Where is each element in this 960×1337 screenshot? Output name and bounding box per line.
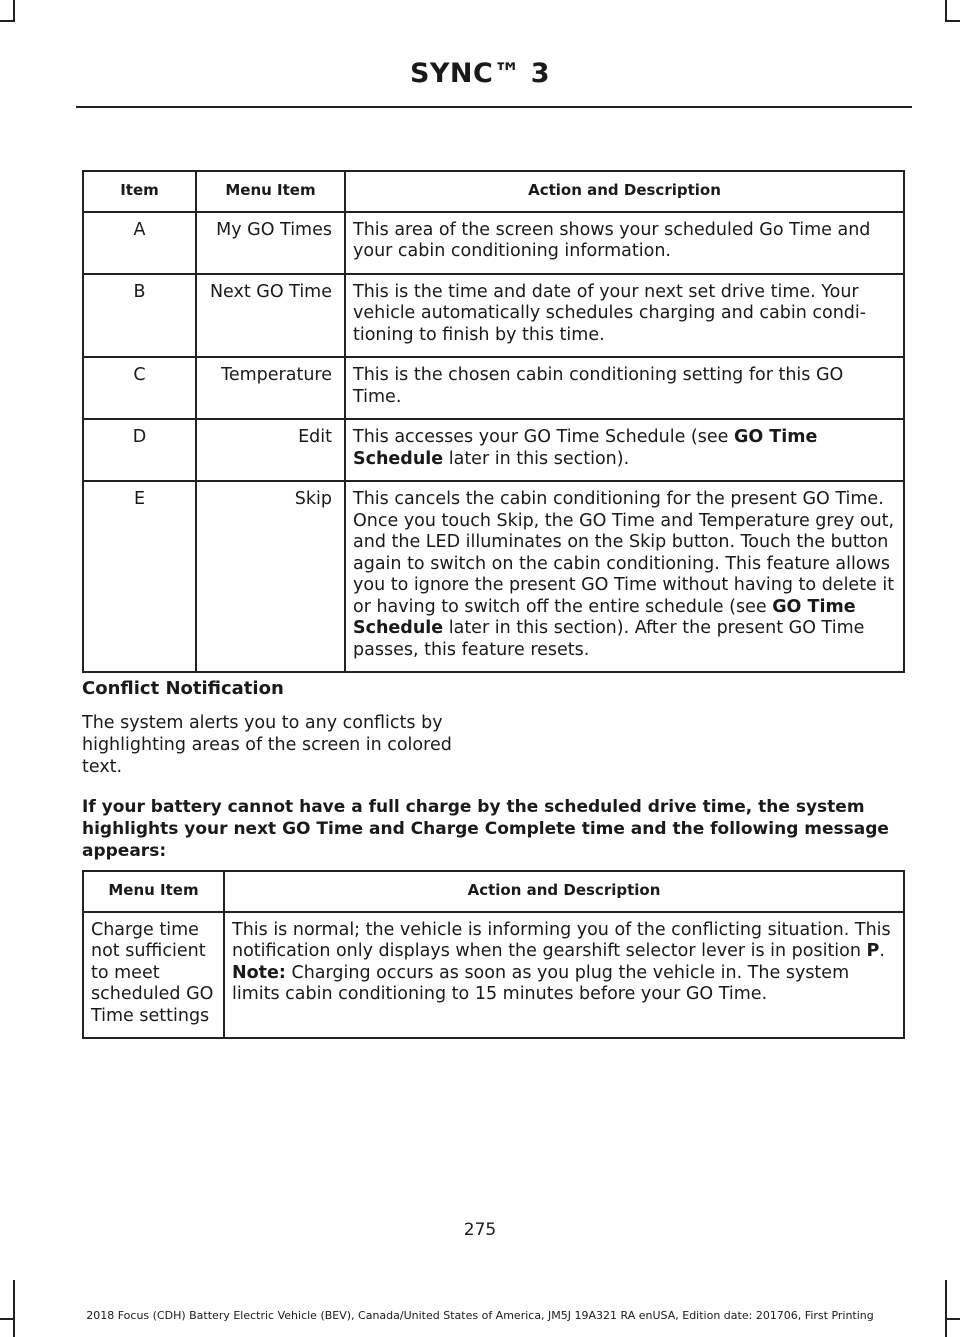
- crop-mark: [945, 0, 947, 20]
- description-cell: This area of the screen shows your scheduled Go Time and your cabin conditioning information.: [345, 212, 904, 274]
- bold-paragraph: If your battery cannot have a full charge by the scheduled drive time, the system highlights your next GO Time and Charge Complete time and the following message appears:: [82, 797, 889, 861]
- item-cell: D: [83, 419, 196, 481]
- table-row: [83, 912, 904, 1039]
- cross-reference: GO Time Schedule: [353, 427, 818, 469]
- table-row: [83, 274, 904, 358]
- description-text: This accesses your GO Time Schedule (see: [353, 427, 734, 447]
- description-text: later in this section).: [443, 448, 630, 469]
- description-cell: This is the time and date of your next set drive time. Your vehicle automatically schedules charging and cabin condi-tioning to finish by this time.: [345, 274, 904, 358]
- column-header: Action and Description: [224, 871, 904, 912]
- description-text: later in this section). After the present GO Time passes, this feature resets.: [353, 618, 865, 660]
- crop-mark: [0, 20, 15, 22]
- table-row: [83, 481, 904, 672]
- column-header: Menu Item: [83, 871, 224, 912]
- note-text: Charging occurs as soon as you plug the vehicle in. The system limits cabin conditioning to 15 minutes before your GO Time.: [232, 962, 850, 1004]
- go-time-table: [82, 170, 905, 673]
- crop-mark: [945, 20, 960, 22]
- description-text: .: [879, 941, 885, 961]
- menu-item-cell: Charge time not sufficient to meet scheduled GO Time settings: [83, 912, 224, 1039]
- table-row: [83, 212, 904, 274]
- menu-item-cell: Next GO Time: [196, 274, 345, 358]
- page-title: SYNC™ 3: [409, 58, 551, 89]
- section-heading: Conflict Notification: [82, 678, 284, 699]
- footer-text: 2018 Focus (CDH) Battery Electric Vehicle (BEV), Canada/United States of America, JM5J 19A321 RA enUSA, Edition date: 201706, First Printing: [86, 1309, 874, 1322]
- cross-reference: GO Time Schedule: [353, 596, 856, 638]
- column-header: Action and Description: [345, 171, 904, 212]
- header-divider: [76, 106, 912, 108]
- page-number: 275: [463, 1220, 497, 1240]
- menu-item-cell: My GO Times: [196, 212, 345, 274]
- description-text: This is normal; the vehicle is informing you of the conflicting situation. This notification only displays when the gearshift selector lever is in position: [232, 919, 891, 961]
- item-cell: C: [83, 357, 196, 419]
- note-label: Note:: [232, 962, 286, 983]
- table-row: [83, 419, 904, 481]
- item-cell: A: [83, 212, 196, 274]
- menu-item-cell: Edit: [196, 419, 345, 481]
- table-row: [83, 357, 904, 419]
- menu-item-cell: Skip: [196, 481, 345, 672]
- message-table: [82, 870, 905, 1039]
- description-text: This cancels the cabin conditioning for the present GO Time. Once you touch Skip, the GO Time and Temperature grey out, and the LED illuminates on the Skip button. Touch the button again to switch on the cabin conditioning. This feature allows you to ignore the present GO Time without having to delete it or having to switch off the entire schedule (see: [353, 489, 895, 617]
- description-cell: [345, 419, 904, 481]
- description-cell: This is the chosen cabin conditioning setting for this GO Time.: [345, 357, 904, 419]
- column-header: Menu Item: [196, 171, 345, 212]
- body-paragraph: The system alerts you to any conflicts by highlighting areas of the screen in colored text.: [82, 713, 452, 777]
- crop-mark: [13, 0, 15, 20]
- table-header-row: [83, 171, 904, 212]
- table-header-row: [83, 871, 904, 912]
- item-cell: E: [83, 481, 196, 672]
- item-cell: B: [83, 274, 196, 358]
- description-cell: [224, 912, 904, 1039]
- column-header: Item: [83, 171, 196, 212]
- gear-position: P: [866, 941, 880, 961]
- description-cell: [345, 481, 904, 672]
- menu-item-cell: Temperature: [196, 357, 345, 419]
